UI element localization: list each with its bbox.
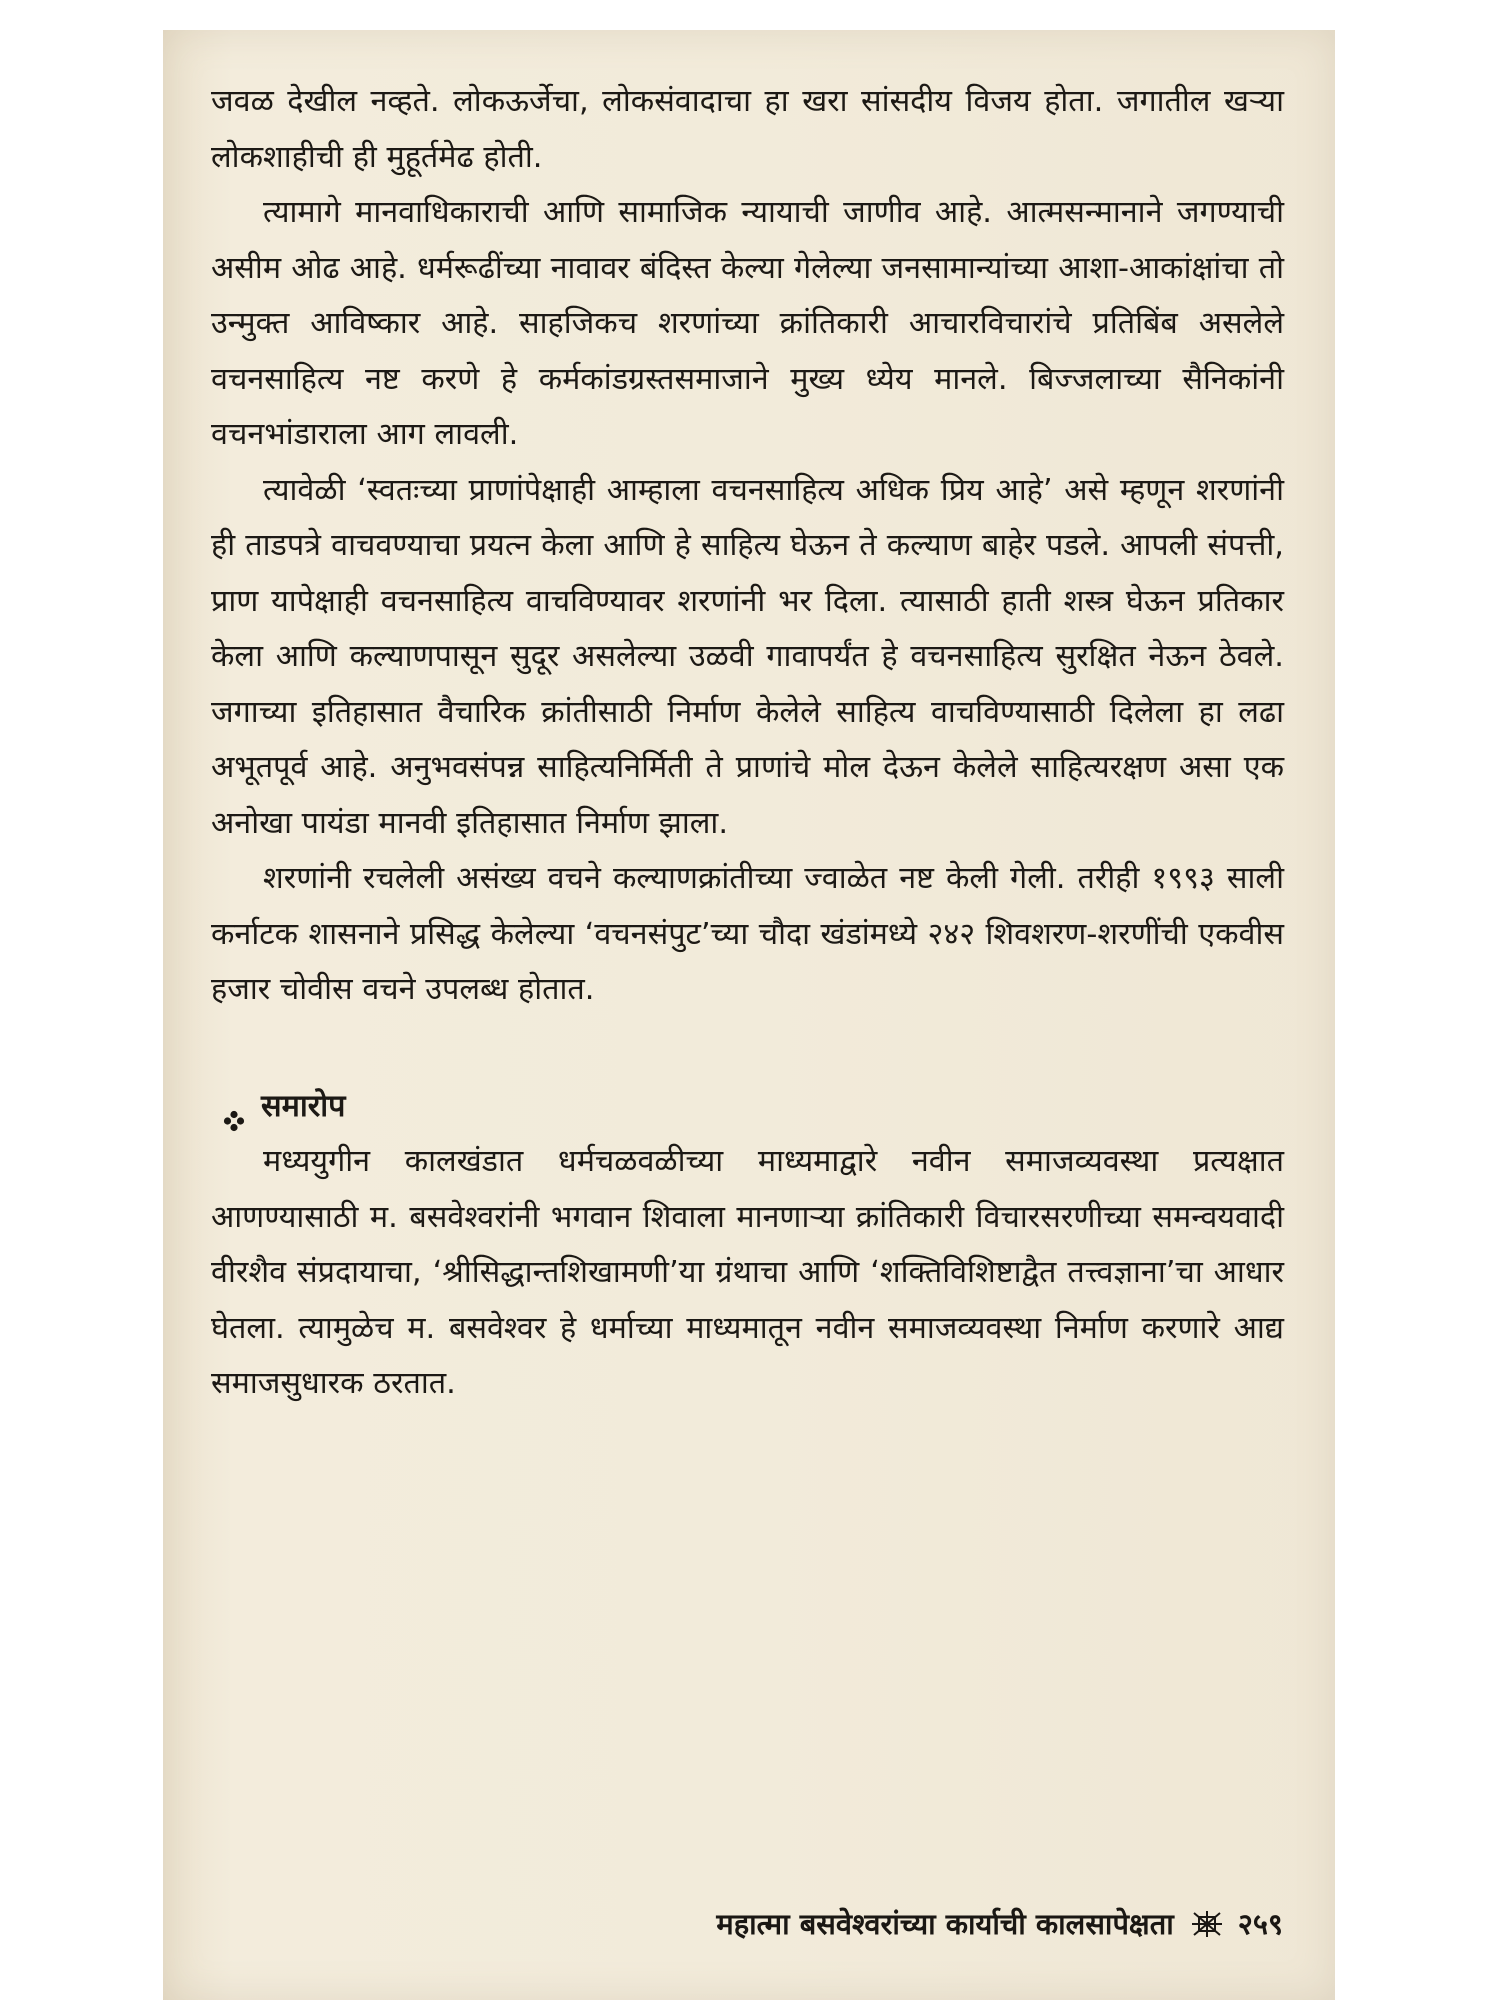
page-number: २५९ xyxy=(1237,1907,1283,1941)
paragraph-4: शरणांनी रचलेली असंख्य वचने कल्याणक्रांतीच्या ज्वाळेत नष्ट केली गेली. तरीही १९९३ साली कर्नाटक शासनाने प्रसिद्ध केलेल्या ‘वचनसंपुट’च्या चौदा खंडांमध्ये २४२ शिवशरण-शरणींची एकवीस हजार चोवीस वचने उपलब्ध होतात. xyxy=(211,861,1284,1007)
page-footer xyxy=(513,1904,1283,1943)
paragraph-5: मध्ययुगीन कालखंडात धर्मचळवळीच्या माध्यमाद्वारे नवीन समाजव्यवस्था प्रत्यक्षात आणण्यासाठी म. बसवेश्वरांनी भगवान शिवाला मानणाऱ्या क्रांतिकारी विचारसरणीच्या समन्वयवादी वीरशैव संप्रदायाचा, ‘श्रीसिद्धान्तशिखामणी’या ग्रंथाचा आणि ‘शक्तिविशिष्टाद्वैत तत्त्वज्ञाना’चा आधार घेतला. त्यामुळेच म. बसवेश्वर हे धर्माच्या माध्यमातून नवीन समाजव्यवस्था निर्माण करणारे आद्य समाजसुधारक ठरतात. xyxy=(211,1144,1284,1401)
section-heading-text: समारोप xyxy=(261,1088,346,1124)
four-petal-bullet-icon xyxy=(223,1095,245,1117)
paragraph-3: त्यावेळी ‘स्वतःच्या प्राणांपेक्षाही आम्हाला वचनसाहित्य अधिक प्रिय आहे’ असे म्हणून शरणांनी ही ताडपत्रे वाचवण्याचा प्रयत्न केला आणि हे साहित्य घेऊन ते कल्याण बाहेर पडले. आपली संपत्ती, प्राण यापेक्षाही वचनसाहित्य वाचविण्यावर शरणांनी भर दिला. त्यासाठी हाती शस्त्र घेऊन प्रतिकार केला आणि कल्याणपासून सुदूर असलेल्या उळवी गावापर्यंत हे वचनसाहित्य सुरक्षित नेऊन ठेवले. जगाच्या इतिहासात वैचारिक क्रांतीसाठी निर्माण केलेले साहित्य वाचविण्यासाठी दिलेला हा लढा अभूतपूर्व आहे. अनुभवसंपन्न साहित्यनिर्मिती ते प्राणांचे मोल देऊन केलेले साहित्यरक्षण असा एक अनोखा पायंडा मानवी इतिहासात निर्माण झाला. xyxy=(211,472,1284,841)
page-body xyxy=(211,74,1284,1412)
decorative-ornament-icon xyxy=(1190,1909,1224,1939)
running-title: महात्मा बसवेश्वरांच्या कार्याची कालसापेक्षता xyxy=(716,1907,1174,1941)
section-heading xyxy=(211,1079,1284,1135)
book-page xyxy=(163,30,1335,2000)
paragraph-2: त्यामागे मानवाधिकाराची आणि सामाजिक न्यायाची जाणीव आहे. आत्मसन्मानाने जगण्याची असीम ओढ आहे. धर्मरूढींच्या नावावर बंदिस्त केल्या गेलेल्या जनसामान्यांच्या आशा-आकांक्षांचा तो उन्मुक्त आविष्कार आहे. साहजिकच शरणांच्या क्रांतिकारी आचारविचारांचे प्रतिबिंब असलेले वचनसाहित्य नष्ट करणे हे कर्मकांडग्रस्तसमाजाने मुख्य ध्येय मानले. बिज्जलाच्या सैनिकांनी वचनभांडाराला आग लावली. xyxy=(211,195,1284,452)
paragraph-1: जवळ देखील नव्हते. लोकऊर्जेचा, लोकसंवादाचा हा खरा सांसदीय विजय होता. जगातील खऱ्या लोकशाहीची ही मुहूर्तमेढ होती. xyxy=(211,84,1284,175)
